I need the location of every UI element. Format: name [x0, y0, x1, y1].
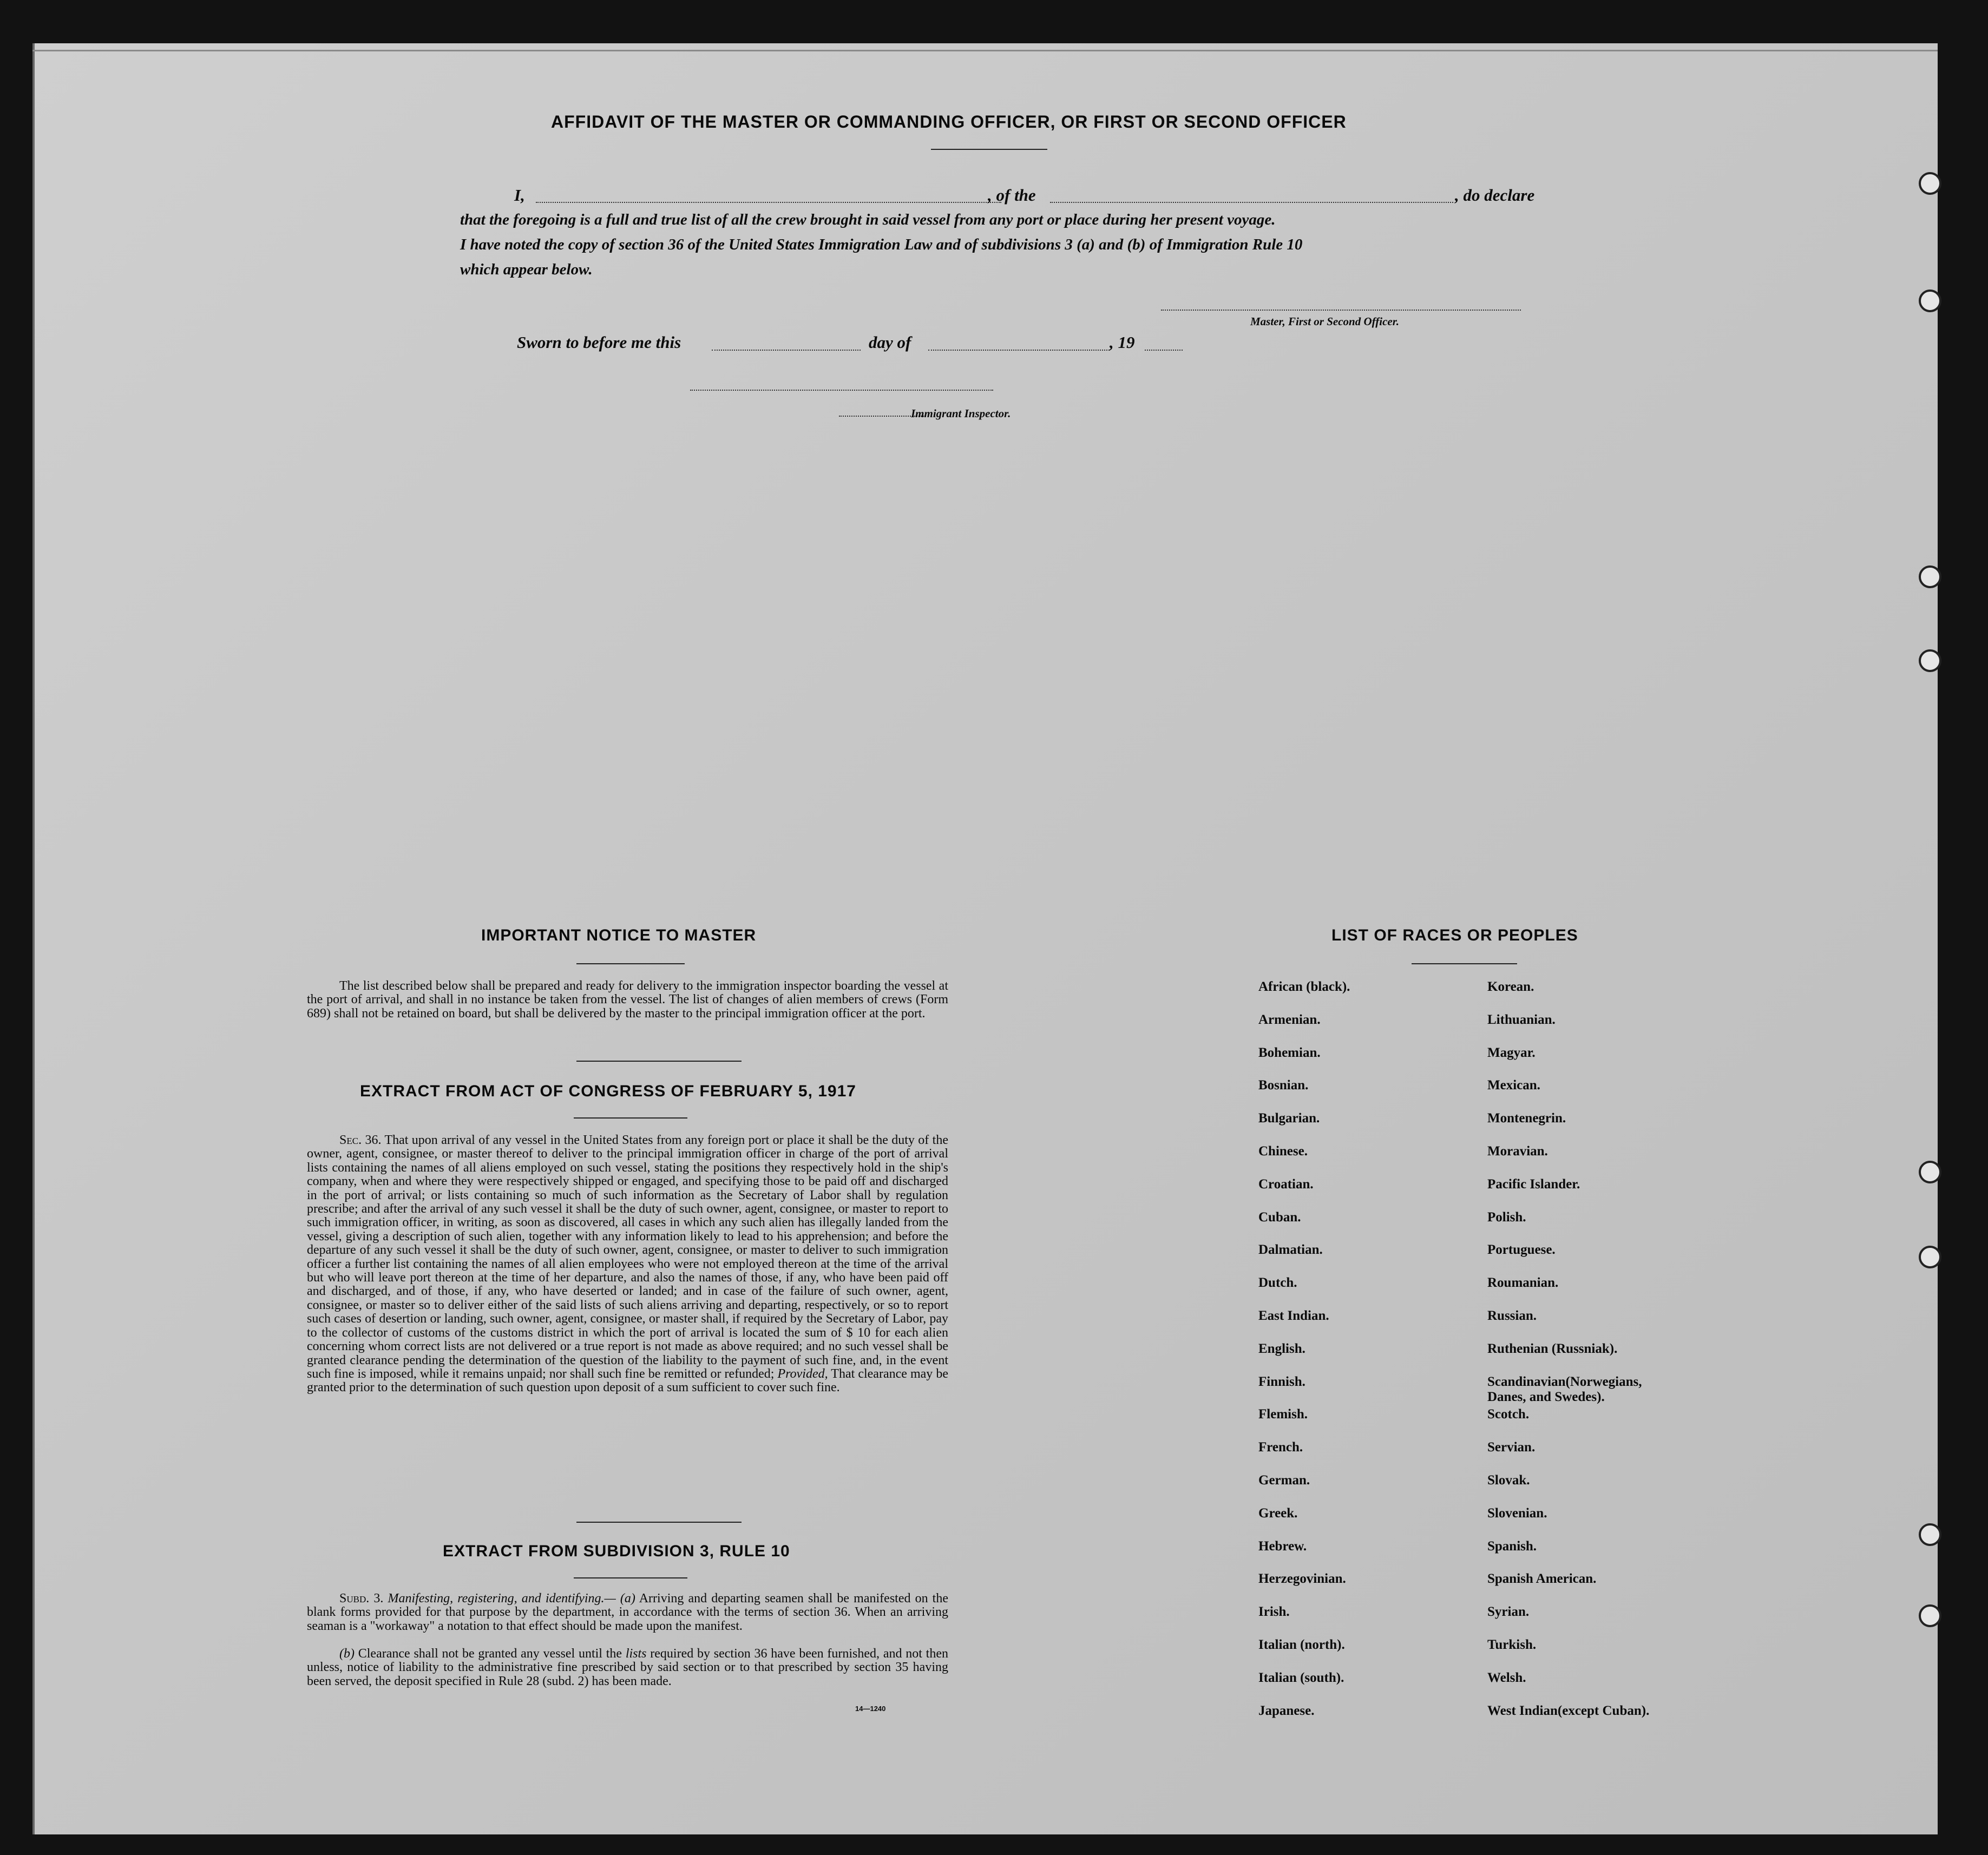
race-item: Croatian.	[1258, 1176, 1314, 1192]
race-item: Welsh.	[1487, 1670, 1526, 1685]
binder-hole	[1919, 1161, 1941, 1183]
act-title: EXTRACT FROM ACT OF CONGRESS OF FEBRUARY 5, 1917	[360, 1082, 856, 1100]
race-item: Portuguese.	[1487, 1242, 1556, 1258]
race-item: Lithuanian.	[1487, 1012, 1556, 1027]
affidavit-line-3: I have noted the copy of section 36 of the United States Immigration Law and of subdivisions 3 (a) and (b) of Immigration Rule 10	[460, 236, 1303, 253]
race-item: Dutch.	[1258, 1275, 1297, 1291]
rule-text-a	[307, 1592, 948, 1633]
race-item: Italian (south).	[1258, 1670, 1344, 1685]
affidavit-declare: , do declare	[1455, 186, 1535, 205]
race-item: Bulgarian.	[1258, 1111, 1320, 1126]
race-item: Hebrew.	[1258, 1538, 1307, 1554]
races-title: LIST OF RACES OR PEOPLES	[1331, 926, 1578, 944]
race-item: French.	[1258, 1440, 1303, 1455]
rule-title-rule	[574, 1577, 687, 1578]
act-body-end: That clearance may be granted prior to the determination of such question upon deposit of a sum sufficient to cover such fine.	[307, 1366, 949, 1395]
affidavit-line-2: that the foregoing is a full and true list of all the crew brought in said vessel from any port or place during her present voyage.	[460, 211, 1276, 228]
race-item: Roumanian.	[1487, 1275, 1559, 1291]
race-item: Flemish.	[1258, 1407, 1308, 1422]
page-top-edge	[32, 50, 1938, 51]
notice-title-rule	[576, 963, 685, 964]
binder-hole	[1919, 565, 1941, 588]
binder-hole	[1919, 649, 1941, 672]
binder-hole	[1919, 1604, 1941, 1627]
race-item: Japanese.	[1258, 1703, 1315, 1718]
race-item: Scandinavian(Norwegians, Danes, and Swedes).	[1487, 1374, 1642, 1404]
act-body: That upon arrival of any vessel in the United States from any foreign port or place it shall be the duty of the owner, agent, consignee, or master thereof to deliver to the principal immigration officer in charge of the port of arrival lists containing the names of all aliens employed on such vessel, stating the positions they respectively hold in the ship's company, when and where they were respectively shipped or engaged, and specifying those to be paid off and discharged in the port of arrival; or lists containing so much of such information as the Secretary of Labor shall by regulation prescribe; and after the arrival of any such vessel it shall be the duty of such owner, agent, consignee, or master to report to such immigration officer, in writing, as soon as discovered, all cases in which any such alien has illegally landed from the vessel, giving a description of such alien, together with any information likely to lead to his apprehension; and before the departure of any such vessel it shall be the duty of such owner, agent, consignee, or master to deliver to such immigration officer a further list containing the names of all alien employees who were not employed thereon at the time of the arrival but who will leave port thereon at the time of her departure, and also the names of those, if any, who have been paid off and discharged, and of those, if any, who have deserted or landed; and in case of the failure of such owner, agent, consignee, or master so to deliver either of the said lists of such aliens arriving and departing, respectively, or so to report such cases of desertion or landing, such owner, agent, consignee, or master shall, if required by the Secretary of Labor, pay to the collector of customs of the customs district in which the port of arrival is located the sum of $ 10 for each alien concerning whom correct lists are not delivered or a true report is not made as above required; and no such vessel shall be granted clearance pending the determination of the question of the liability to the payment of such fine, and, in the event such fine is imposed, while it remains unpaid; nor shall such fine be remitted or refunded;	[307, 1133, 949, 1381]
page-edge	[32, 43, 35, 1834]
document-page	[32, 43, 1938, 1834]
notice-text: The list described below shall be prepared and ready for delivery to the immigration inspector boarding the vessel at the port of arrival, and shall in no instance be taken from the vessel. The list of changes of alien members of crews (Form 689) shall not be retained on board, but shall be delivered by the master to the principal immigration officer at the port.	[307, 979, 948, 1021]
race-item: Herzegovinian.	[1258, 1571, 1346, 1587]
binder-hole	[1919, 1246, 1941, 1268]
race-item: Pacific Islander.	[1487, 1176, 1580, 1192]
signature-blank	[1161, 310, 1521, 311]
act-text	[307, 1134, 948, 1395]
rule-b-label: (b)	[339, 1647, 355, 1661]
rule-body-a: Arriving and departing seamen shall be manifested on the blank forms provided for that purpose by the department, in accordance with the terms of section 36. When an arriving seaman is a "workaway" a notation to that effect should be made upon the manifest.	[307, 1591, 948, 1633]
binder-hole	[1919, 1523, 1941, 1546]
affidavit-line-4: which appear below.	[460, 261, 593, 278]
act-provided-label: Provided,	[777, 1366, 828, 1381]
race-item: East Indian.	[1258, 1308, 1329, 1323]
race-item: Finnish.	[1258, 1374, 1305, 1389]
races-column-2	[1487, 979, 1661, 1736]
affidavit-line-1	[514, 183, 525, 207]
race-item: Bosnian.	[1258, 1078, 1309, 1093]
race-item: African (black).	[1258, 979, 1350, 994]
race-item: Russian.	[1487, 1308, 1537, 1323]
race-item: West Indian(except Cuban).	[1487, 1703, 1650, 1718]
race-item: Moravian.	[1487, 1143, 1548, 1159]
rule-lists-word: lists	[625, 1647, 647, 1661]
rule-title: EXTRACT FROM SUBDIVISION 3, RULE 10	[443, 1542, 790, 1560]
affidavit-title: AFFIDAVIT OF THE MASTER OR COMMANDING OFFICER, OR FIRST OR SECOND OFFICER	[551, 112, 1347, 131]
race-item: Polish.	[1487, 1209, 1526, 1225]
binder-hole	[1919, 172, 1941, 195]
rule-subd-label: Subd. 3.	[339, 1591, 384, 1606]
rule-body-b2: required by section 36 have been furnished, and not then unless, notice of liability to the administrative fine prescribed by said section or to that prescribed by section 35 having been served, the deposit specified in Rule 28 (subd. 2) has been made.	[307, 1647, 948, 1688]
race-item: Slovenian.	[1487, 1505, 1547, 1521]
race-item: Chinese.	[1258, 1143, 1308, 1159]
race-item: Cuban.	[1258, 1209, 1301, 1225]
notice-title: IMPORTANT NOTICE TO MASTER	[481, 926, 757, 944]
sworn-day-of: day of	[869, 333, 911, 352]
race-item: Ruthenian (Russniak).	[1487, 1341, 1618, 1356]
race-item: Armenian.	[1258, 1012, 1321, 1027]
form-number: 14—1240	[855, 1705, 886, 1713]
affidavit-title-rule	[931, 149, 1047, 150]
race-item: Italian (north).	[1258, 1637, 1345, 1652]
binder-hole	[1919, 290, 1941, 312]
rule-subd-heading: Manifesting, registering, and identifying.— (a)	[388, 1591, 635, 1606]
sworn-year: , 19	[1110, 333, 1135, 352]
race-item: Mexican.	[1487, 1078, 1540, 1093]
race-item: Slovak.	[1487, 1472, 1530, 1488]
race-item: German.	[1258, 1472, 1310, 1488]
race-item: Irish.	[1258, 1604, 1290, 1620]
race-item: Spanish American.	[1487, 1571, 1597, 1587]
sworn-year-blank	[1145, 350, 1183, 351]
race-item: Turkish.	[1487, 1637, 1537, 1652]
sworn-date-blank	[712, 350, 861, 351]
races-title-rule	[1412, 963, 1517, 964]
rule-body-b1: Clearance shall not be granted any vessel until the	[358, 1647, 622, 1661]
inspector-caption: Immigrant Inspector.	[911, 407, 1011, 420]
sworn-month-blank	[928, 350, 1110, 351]
inspector-signature-blank	[690, 390, 993, 391]
race-item: Greek.	[1258, 1505, 1298, 1521]
race-item: Montenegrin.	[1487, 1111, 1566, 1126]
act-title-rule	[574, 1117, 687, 1119]
affidavit-of-the: , of the	[988, 186, 1036, 205]
race-item: Dalmatian.	[1258, 1242, 1323, 1258]
race-item: English.	[1258, 1341, 1305, 1356]
races-column-1	[1258, 979, 1350, 1736]
signature-caption: Master, First or Second Officer.	[1250, 315, 1399, 328]
race-item: Scotch.	[1487, 1407, 1530, 1422]
race-item: Korean.	[1487, 979, 1534, 994]
name-blank	[536, 202, 1001, 203]
vessel-blank	[1050, 202, 1453, 203]
sworn-text: Sworn to before me this	[517, 333, 681, 352]
rule-text-b	[307, 1647, 948, 1688]
race-item: Syrian.	[1487, 1604, 1530, 1620]
race-item: Bohemian.	[1258, 1045, 1321, 1060]
act-section-label: Sec. 36.	[339, 1133, 382, 1147]
notice-divider	[576, 1061, 742, 1062]
act-divider	[576, 1522, 742, 1523]
race-item: Magyar.	[1487, 1045, 1536, 1060]
race-item: Servian.	[1487, 1440, 1536, 1455]
race-item: Spanish.	[1487, 1538, 1537, 1554]
affidavit-i: I,	[514, 186, 525, 205]
